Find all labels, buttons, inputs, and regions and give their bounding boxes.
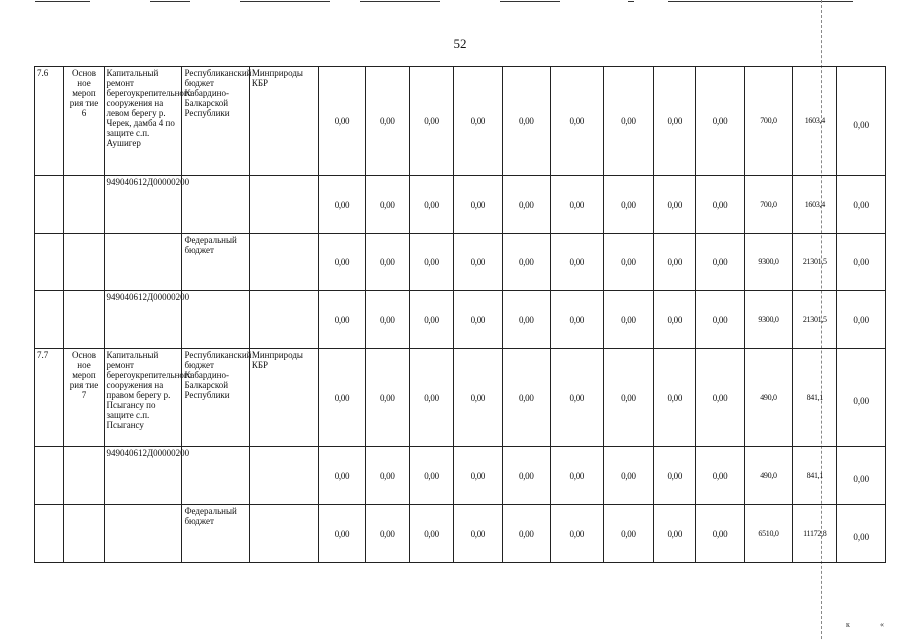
- value-cell: 0,00: [603, 176, 654, 234]
- table-body: [35, 67, 886, 563]
- row-source-cell: [182, 447, 249, 505]
- value-cell: 0,00: [365, 505, 409, 563]
- value-cell: 0,00: [837, 291, 886, 349]
- value-cell: 0,00: [837, 349, 886, 447]
- value-cell: 0,00: [696, 291, 744, 349]
- value-cell: 0,00: [696, 349, 744, 447]
- value-cell: 490,0: [744, 447, 792, 505]
- value-cell: 0,00: [502, 67, 550, 176]
- value-cell: 0,00: [502, 234, 550, 291]
- value-cell: 0,00: [454, 176, 502, 234]
- value-cell: 0,00: [502, 291, 550, 349]
- value-cell: 0,00: [603, 447, 654, 505]
- value-cell: 0,00: [654, 447, 696, 505]
- table-row: [35, 176, 886, 234]
- value-cell: 0,00: [409, 291, 453, 349]
- value-cell: 0,00: [319, 291, 365, 349]
- row-executor-cell: Минприроды КБР: [249, 67, 319, 176]
- value-cell: 700,0: [744, 67, 792, 176]
- value-cell: 0,00: [551, 349, 604, 447]
- row-id-cell: [35, 447, 64, 505]
- page-number: 52: [453, 36, 467, 51]
- row-name-cell: 949040612Д00000200: [104, 291, 182, 349]
- row-executor-cell: [249, 176, 319, 234]
- value-cell: 0,00: [551, 67, 604, 176]
- row-source-cell: [182, 291, 249, 349]
- value-cell: 0,00: [454, 447, 502, 505]
- value-cell: 6510,0: [744, 505, 792, 563]
- value-cell: 0,00: [502, 349, 550, 447]
- value-cell: 0,00: [365, 349, 409, 447]
- corner-mark: к: [846, 620, 850, 629]
- value-cell: 1603,4: [793, 67, 837, 176]
- table-row: [35, 291, 886, 349]
- value-cell: 0,00: [319, 234, 365, 291]
- row-type-cell: Основ ное мероп рия тие 7: [64, 349, 104, 447]
- value-cell: 0,00: [365, 234, 409, 291]
- value-cell: 841,1: [793, 349, 837, 447]
- value-cell: 0,00: [551, 291, 604, 349]
- row-id-cell: [35, 291, 64, 349]
- row-type-cell: [64, 176, 104, 234]
- value-cell: 0,00: [502, 505, 550, 563]
- value-cell: 490,0: [744, 349, 792, 447]
- value-cell: 0,00: [654, 291, 696, 349]
- row-name-cell: 949040612Д00000200: [104, 447, 182, 505]
- row-executor-cell: [249, 234, 319, 291]
- row-source-cell: Федеральный бюджет: [182, 234, 249, 291]
- value-cell: 11172,8: [793, 505, 837, 563]
- row-id-cell: [35, 176, 64, 234]
- value-cell: 0,00: [365, 447, 409, 505]
- row-executor-cell: [249, 291, 319, 349]
- value-cell: 0,00: [409, 67, 453, 176]
- value-cell: 0,00: [409, 505, 453, 563]
- top-rule: [500, 1, 560, 2]
- value-cell: 0,00: [319, 67, 365, 176]
- row-id-cell: 7.6: [35, 67, 64, 176]
- value-cell: 0,00: [551, 234, 604, 291]
- top-rule: [240, 1, 330, 2]
- value-cell: 700,0: [744, 176, 792, 234]
- value-cell: 0,00: [319, 176, 365, 234]
- corner-mark: «: [880, 620, 884, 629]
- row-id-cell: 7.7: [35, 349, 64, 447]
- top-rule: [628, 1, 634, 2]
- value-cell: 0,00: [551, 176, 604, 234]
- row-executor-cell: [249, 447, 319, 505]
- value-cell: 0,00: [837, 67, 886, 176]
- value-cell: 0,00: [454, 67, 502, 176]
- value-cell: 9300,0: [744, 234, 792, 291]
- value-cell: 0,00: [551, 505, 604, 563]
- table-row: [35, 234, 886, 291]
- row-name-cell: Капитальный ремонт берегоукрепительного сооружения на левом берегу р. Черек, дамба 4 по защите с.п. Аушигер: [104, 67, 182, 176]
- value-cell: 0,00: [454, 349, 502, 447]
- row-executor-cell: [249, 505, 319, 563]
- value-cell: 21301,5: [793, 291, 837, 349]
- table-row: [35, 67, 886, 176]
- value-cell: 0,00: [409, 234, 453, 291]
- value-cell: 0,00: [603, 67, 654, 176]
- value-cell: 0,00: [654, 67, 696, 176]
- row-type-cell: [64, 291, 104, 349]
- value-cell: 0,00: [654, 505, 696, 563]
- row-type-cell: [64, 505, 104, 563]
- row-name-cell: [104, 234, 182, 291]
- value-cell: 0,00: [454, 234, 502, 291]
- table-row: [35, 505, 886, 563]
- value-cell: 0,00: [696, 234, 744, 291]
- value-cell: 0,00: [319, 447, 365, 505]
- budget-table: [34, 66, 886, 563]
- row-source-cell: Федеральный бюджет: [182, 505, 249, 563]
- value-cell: 0,00: [409, 447, 453, 505]
- value-cell: 0,00: [319, 505, 365, 563]
- value-cell: 0,00: [837, 505, 886, 563]
- value-cell: 0,00: [603, 234, 654, 291]
- value-cell: 21301,5: [793, 234, 837, 291]
- top-rule: [360, 1, 440, 2]
- value-cell: 0,00: [696, 176, 744, 234]
- row-name-cell: [104, 505, 182, 563]
- value-cell: 0,00: [454, 505, 502, 563]
- value-cell: 0,00: [365, 176, 409, 234]
- row-name-cell: Капитальный ремонт берегоукрепительного сооружения на правом берегу р. Псыгансу по защите с.п. Псыгансу: [104, 349, 182, 447]
- value-cell: 0,00: [837, 234, 886, 291]
- value-cell: 0,00: [603, 349, 654, 447]
- value-cell: 0,00: [603, 505, 654, 563]
- value-cell: 0,00: [654, 349, 696, 447]
- row-source-cell: Республиканский бюджет Кабардино-Балкарской Республики: [182, 349, 249, 447]
- value-cell: 0,00: [365, 67, 409, 176]
- row-type-cell: Основ ное мероп рия тие 6: [64, 67, 104, 176]
- value-cell: 0,00: [696, 447, 744, 505]
- row-id-cell: [35, 234, 64, 291]
- value-cell: 9300,0: [744, 291, 792, 349]
- value-cell: 0,00: [409, 176, 453, 234]
- top-rule: [35, 1, 90, 2]
- value-cell: 841,1: [793, 447, 837, 505]
- value-cell: 0,00: [837, 176, 886, 234]
- value-cell: 0,00: [603, 291, 654, 349]
- value-cell: 1603,4: [793, 176, 837, 234]
- value-cell: 0,00: [409, 349, 453, 447]
- row-executor-cell: Минприроды КБР: [249, 349, 319, 447]
- value-cell: 0,00: [654, 234, 696, 291]
- top-rule: [668, 1, 853, 2]
- value-cell: 0,00: [696, 505, 744, 563]
- value-cell: 0,00: [696, 67, 744, 176]
- value-cell: 0,00: [454, 291, 502, 349]
- table-row: [35, 349, 886, 447]
- row-type-cell: [64, 234, 104, 291]
- row-id-cell: [35, 505, 64, 563]
- value-cell: 0,00: [319, 349, 365, 447]
- value-cell: 0,00: [837, 447, 886, 505]
- top-rule: [150, 1, 190, 2]
- value-cell: 0,00: [365, 291, 409, 349]
- table-row: [35, 447, 886, 505]
- row-source-cell: [182, 176, 249, 234]
- value-cell: 0,00: [551, 447, 604, 505]
- row-type-cell: [64, 447, 104, 505]
- value-cell: 0,00: [502, 176, 550, 234]
- row-source-cell: Республиканский бюджет Кабардино-Балкарской Республики: [182, 67, 249, 176]
- row-name-cell: 949040612Д00000200: [104, 176, 182, 234]
- value-cell: 0,00: [502, 447, 550, 505]
- value-cell: 0,00: [654, 176, 696, 234]
